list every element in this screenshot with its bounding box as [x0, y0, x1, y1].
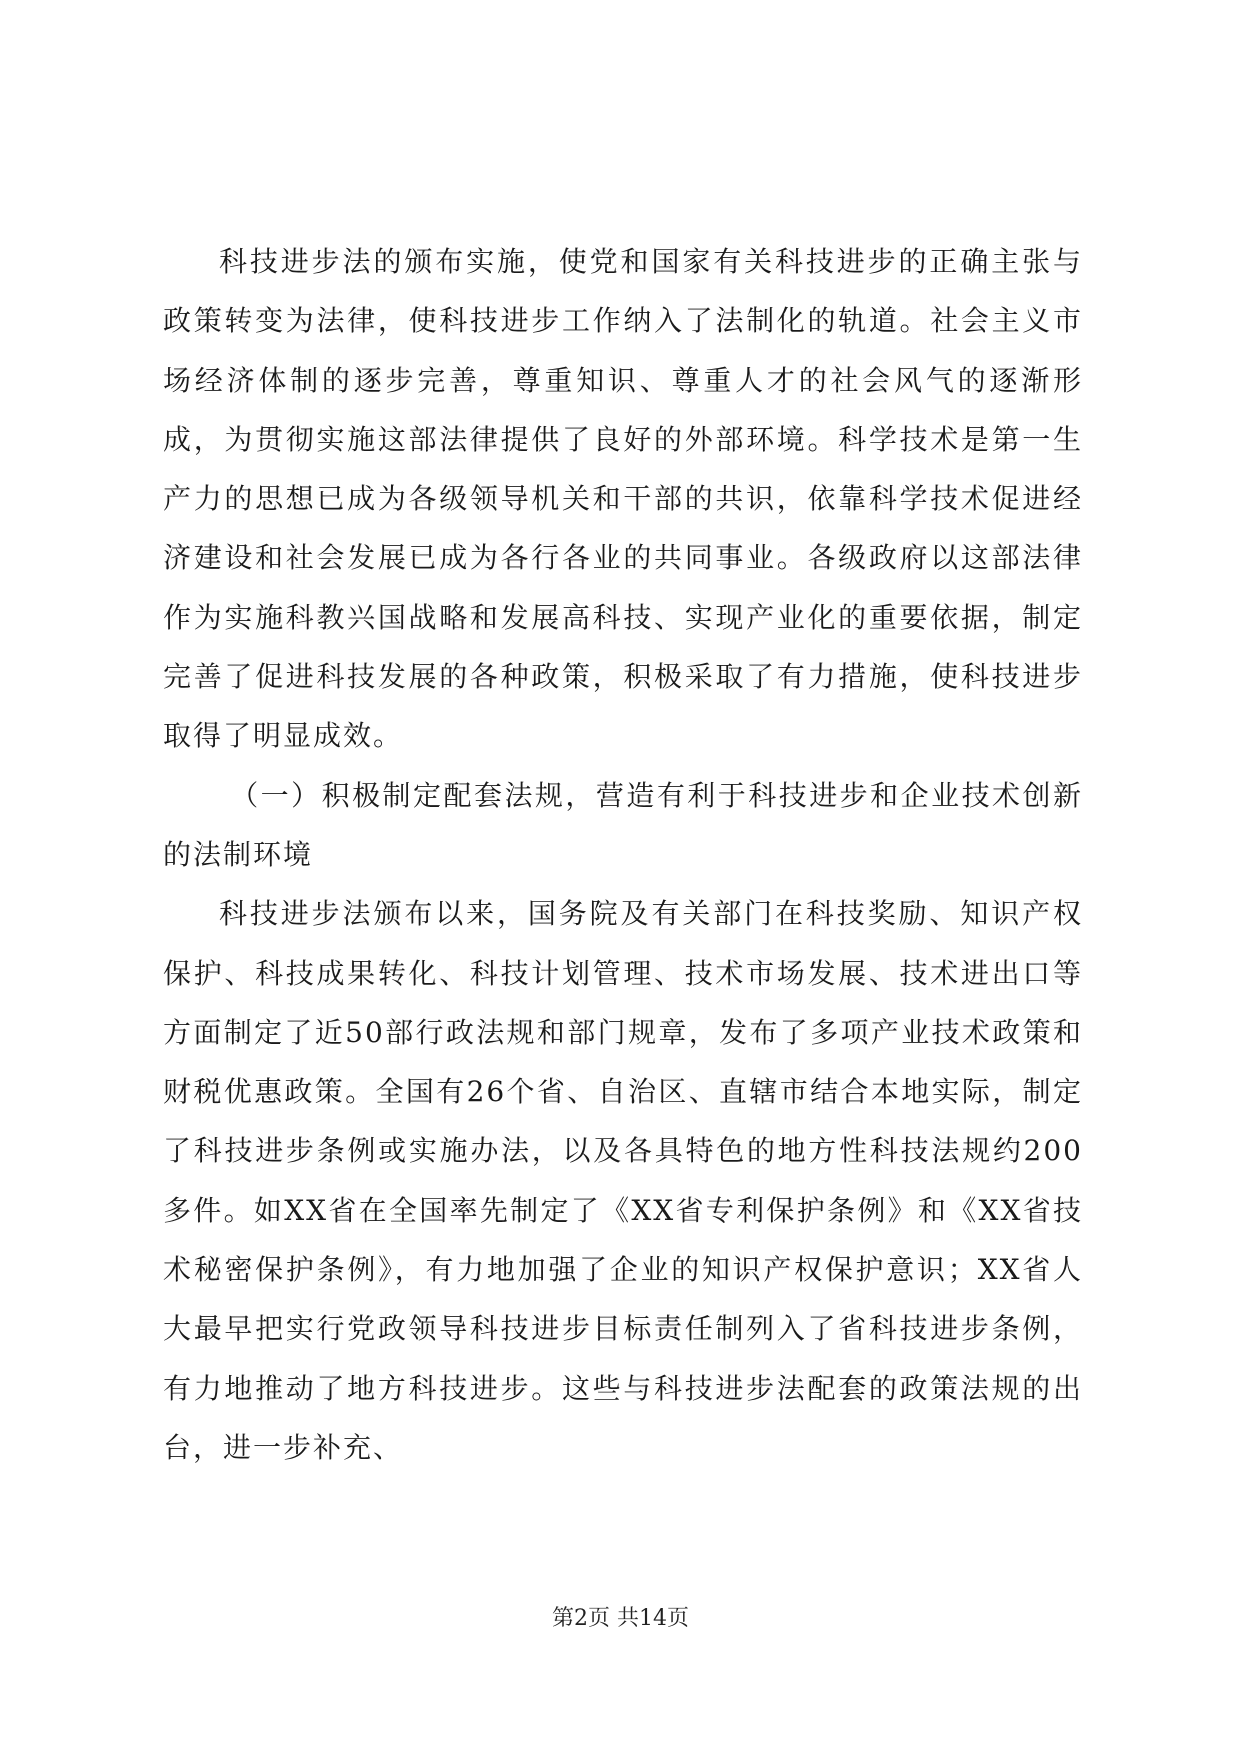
- page-number-label: 第2页 共14页: [552, 1606, 689, 1631]
- paragraph-intro: 科技进步法的颁布实施，使党和国家有关科技进步的正确主张与政策转变为法律，使科技进步工作纳入了法制化的轨道。社会主义市场经济体制的逐步完善，尊重知识、尊重人才的社会风气的逐渐形成，为贯彻实施这部法律提供了良好的外部环境。科学技术是第一生产力的思想已成为各级领导机关和干部的共识，依靠科学技术促进经济建设和社会发展已成为各行各业的共同事业。各级政府以这部法律作为实施科教兴国战略和发展高科技、实现产业化的重要依据，制定完善了促进科技发展的各种政策，积极采取了有力措施，使科技进步取得了明显成效。: [163, 245, 1083, 753]
- section-heading: （一）积极制定配套法规，营造有利于科技进步和企业技术创新的法制环境: [163, 778, 1083, 871]
- paragraph-regulations: 科技进步法颁布以来，国务院及有关部门在科技奖励、知识产权保护、科技成果转化、科技计划管理、技术市场发展、技术进出口等方面制定了近50部行政法规和部门规章，发布了多项产业技术政策和财税优惠政策。全国有26个省、自治区、直辖市结合本地实际，制定了科技进步条例或实施办法，以及各具特色的地方性科技法规约200多件。如XX省在全国率先制定了《XX省专利保护条例》和《XX省技术秘密保护条例》，有力地加强了企业的知识产权保护意识；XX省人大最早把实行党政领导科技进步目标责任制列入了省科技进步条例，有力地推动了地方科技进步。这些与科技进步法配套的政策法规的出台，进一步补充、: [163, 897, 1083, 1464]
- document-body: [163, 232, 1083, 1477]
- page-footer: [0, 1604, 1241, 1634]
